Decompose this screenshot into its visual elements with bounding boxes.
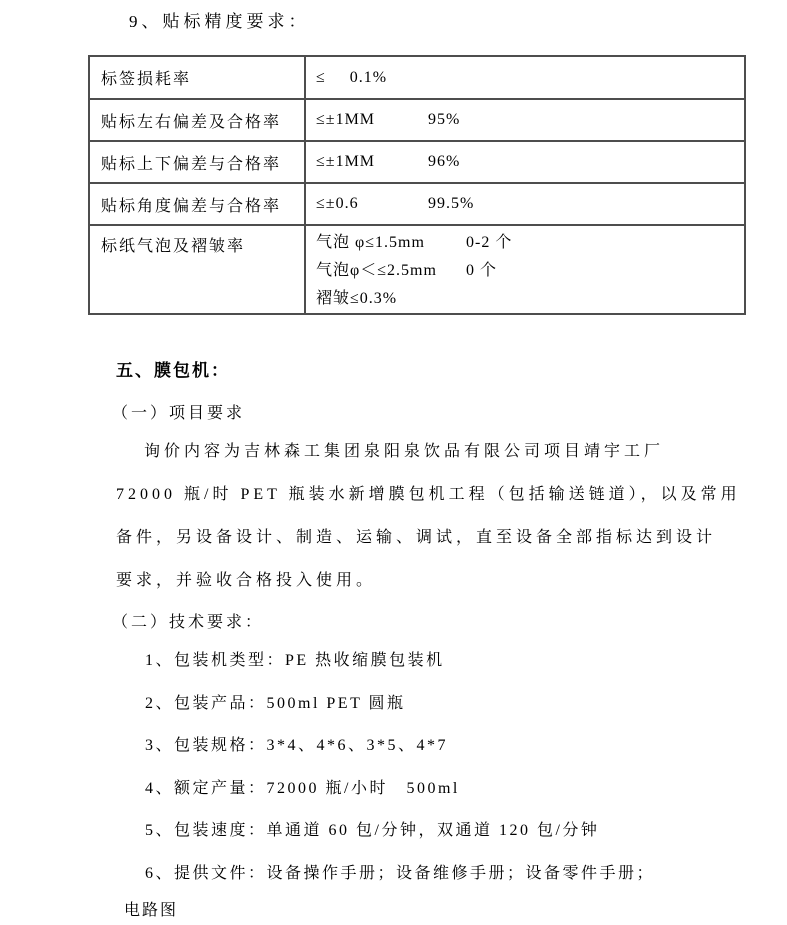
spec-value: ≤±0.6: [316, 195, 359, 212]
table-row: [89, 56, 745, 99]
paragraph-line: 72000 瓶/时 PET 瓶装水新增膜包机工程（包括输送链道），以及常用: [116, 486, 741, 503]
row-value: [305, 99, 745, 141]
list-item: 4、额定产量：72000 瓶/小时 500ml: [145, 779, 460, 797]
row-label: 标纸气泡及褶皱率: [89, 225, 305, 314]
row-value: [305, 183, 745, 225]
row-label: 贴标上下偏差与合格率: [89, 141, 305, 183]
list-item: 3、包装规格：3*4、4*6、3*5、4*7: [145, 737, 449, 754]
section-9-heading: 9、贴标精度要求：: [129, 12, 310, 31]
table-row: [89, 183, 745, 225]
rate-value: 0.1%: [349, 68, 388, 86]
project-requirements-paragraph: [116, 430, 741, 602]
list-item: 5、包装速度：单通道 60 包/分钟，双通道 120 包/分钟: [145, 822, 600, 839]
rate-value: 95%: [428, 111, 461, 128]
subsection-1-heading: （一）项目要求: [112, 405, 246, 422]
bubble-spec-line: [316, 257, 744, 285]
label-precision-table: [88, 55, 746, 315]
count-value: 0 个: [466, 262, 498, 279]
list-item: 2、包装产品：500ml PET 圆瓶: [145, 694, 406, 712]
spec-value: 气泡 φ≤1.5mm: [316, 234, 425, 251]
row-label: 标签损耗率: [89, 56, 305, 99]
paragraph-line: 询价内容为吉林森工集团泉阳泉饮品有限公司项目靖宇工厂: [144, 443, 665, 460]
spec-value: 气泡φ＜≤2.5mm: [316, 262, 437, 279]
row-value: [305, 141, 745, 183]
table-row: [89, 99, 745, 141]
trailing-line: 电路图: [124, 902, 179, 919]
paragraph-line: 要求，并验收合格投入使用。: [116, 572, 377, 589]
bubble-spec-line: [316, 229, 744, 257]
section-5-heading: 五、膜包机：: [116, 361, 230, 380]
spec-value: ≤: [316, 68, 326, 86]
spec-value: ≤±1MM: [316, 111, 376, 128]
rate-value: 99.5%: [428, 195, 475, 212]
count-value: 0-2 个: [466, 234, 513, 251]
table-row: [89, 141, 745, 183]
technical-requirements-list: [145, 640, 655, 895]
row-value: [305, 225, 745, 314]
paragraph-line: 备件，另设备设计、制造、运输、调试，直至设备全部指标达到设计: [116, 529, 717, 546]
spec-value: 褶皱≤0.3%: [316, 290, 398, 307]
table-row: [89, 225, 745, 314]
rate-value: 96%: [428, 153, 461, 170]
row-label: 贴标左右偏差及合格率: [89, 99, 305, 141]
row-label: 贴标角度偏差与合格率: [89, 183, 305, 225]
spec-value: ≤±1MM: [316, 153, 376, 170]
subsection-2-heading: （二）技术要求：: [112, 614, 265, 631]
list-item: 6、提供文件：设备操作手册；设备维修手册；设备零件手册；: [145, 864, 656, 882]
list-item: 1、包装机类型：PE 热收缩膜包装机: [145, 652, 445, 669]
bubble-spec-line: [316, 285, 744, 313]
row-value: [305, 56, 745, 99]
